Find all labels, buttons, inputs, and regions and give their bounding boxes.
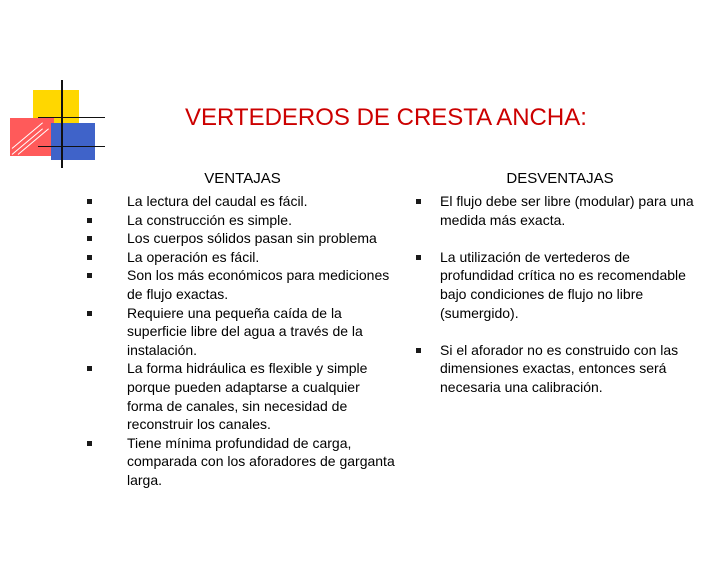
- square-bullet-icon: [416, 348, 421, 353]
- advantages-list: [127, 192, 397, 490]
- list-item: Son los más económicos para mediciones de flujo exactas.: [127, 266, 397, 303]
- square-bullet-icon: [87, 236, 92, 241]
- square-bullet-icon: [87, 255, 92, 260]
- list-item: Si el aforador no es construido con las dimensiones exactas, entonces será necesaria una calibración.: [440, 341, 695, 397]
- square-bullet-icon: [416, 255, 421, 260]
- list-item: La forma hidráulica es flexible y simple porque pueden adaptarse a cualquier forma de canales, sin necesidad de reconstruir los canales.: [127, 359, 397, 433]
- disadvantages-list: [440, 192, 695, 415]
- square-bullet-icon: [416, 199, 421, 204]
- list-item: Requiere una pequeña caída de la superficie libre del agua a través de la instalación.: [127, 304, 397, 360]
- list-item: Tiene mínima profundidad de carga, comparada con los aforadores de garganta larga.: [127, 434, 397, 490]
- square-bullet-icon: [87, 441, 92, 446]
- square-bullet-icon: [87, 273, 92, 278]
- square-bullet-icon: [87, 199, 92, 204]
- list-item: La operación es fácil.: [127, 248, 397, 267]
- list-item: La construcción es simple.: [127, 211, 397, 230]
- list-item: El flujo debe ser libre (modular) para una medida más exacta.: [440, 192, 695, 229]
- list-item: La lectura del caudal es fácil.: [127, 192, 397, 211]
- decor-red-stripes: [10, 118, 54, 156]
- square-bullet-icon: [87, 311, 92, 316]
- square-bullet-icon: [87, 218, 92, 223]
- decor-horizontal-line-top: [38, 117, 105, 118]
- decor-blue-square: [51, 123, 95, 160]
- decor-horizontal-line: [38, 146, 105, 147]
- disadvantages-header: DESVENTAJAS: [506, 170, 614, 187]
- advantages-header: VENTAJAS: [204, 170, 281, 187]
- decor-vertical-line: [61, 80, 63, 168]
- slide-title: VERTEDEROS DE CRESTA ANCHA:: [185, 104, 587, 131]
- square-bullet-icon: [87, 366, 92, 371]
- list-item: La utilización de vertederos de profundidad crítica no es recomendable bajo condiciones de flujo no libre (sumergido).: [440, 248, 695, 322]
- list-item: Los cuerpos sólidos pasan sin problema: [127, 229, 397, 248]
